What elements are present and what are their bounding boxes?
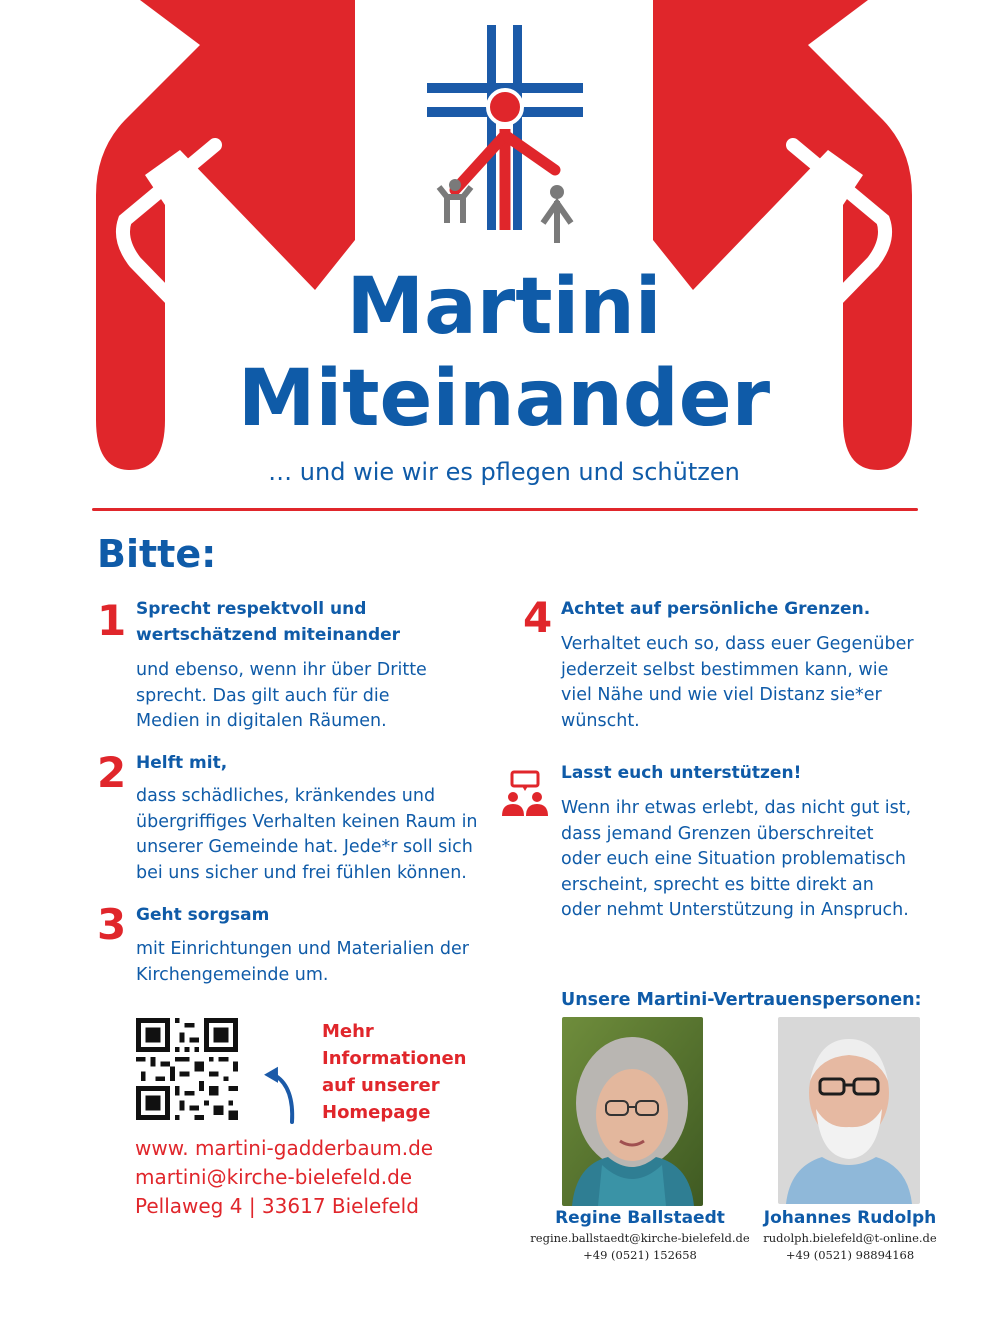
people-support-icon	[500, 770, 550, 818]
curved-arrow-icon	[262, 1062, 302, 1126]
email-link[interactable]: martini@kirche-bielefeld.de	[135, 1165, 413, 1189]
title-line2: Miteinander	[237, 354, 771, 444]
person-2-email[interactable]: rudolph.bielefeld@t-online.de	[763, 1231, 937, 1245]
person-2-phone: +49 (0521) 98894168	[785, 1248, 915, 1262]
rule-1-body: und ebenso, wenn ihr über Dritte sprecht. Das gilt auch für die Medien in digitalen Räumen.	[136, 660, 427, 731]
rule-2-body: dass schädliches, kränkendes und übergriffiges Verhalten keinen Raum in unserer Gemeinde hat. Jede*r soll sich bei uns sicher und frei fühlen können.	[136, 786, 478, 883]
more-info-text[interactable]: Mehr Informationen auf unserer Homepage	[322, 1021, 467, 1123]
person-2-name: Johannes Rudolph	[763, 1208, 937, 1228]
person-1-name: Regine Ballstaedt	[555, 1208, 725, 1228]
trust-persons-title: Unsere Martini-Vertrauenspersonen:	[561, 990, 922, 1010]
rule-2-number: 2	[97, 748, 127, 797]
rule-1-heading: Sprecht respektvoll und wertschätzend miteinander	[136, 599, 401, 645]
address: Pellaweg 4 | 33617 Bielefeld	[135, 1194, 419, 1218]
title-line1: Martini	[346, 262, 662, 352]
rule-3-heading: Geht sorgsam	[136, 905, 270, 925]
rule-3-number: 3	[97, 900, 127, 949]
rule-2-heading: Helft mit,	[136, 753, 228, 773]
support-body: Wenn ihr etwas erlebt, das nicht gut ist, dass jemand Grenzen überschreitet oder euch eine Situation problematisch erscheint, sprecht es bitte direkt an oder nehmt Unterstützung in Anspruch.	[561, 798, 912, 920]
subtitle: … und wie wir es pflegen und schützen	[268, 458, 740, 486]
person-photo-johannes	[778, 1017, 920, 1204]
rule-4-body: Verhaltet euch so, dass euer Gegenüber jederzeit selbst bestimmen kann, wie viel Nähe und wie viel Distanz sie*er wünscht.	[561, 634, 914, 731]
bitte-heading: Bitte:	[97, 532, 217, 576]
person-1-email[interactable]: regine.ballstaedt@kirche-bielefeld.de	[530, 1231, 750, 1245]
support-heading: Lasst euch unterstützen!	[561, 763, 802, 783]
rule-4-number: 4	[523, 593, 553, 642]
qr-code[interactable]	[136, 1018, 238, 1120]
person-photo-regine	[562, 1017, 703, 1206]
person-1-phone: +49 (0521) 152658	[583, 1248, 697, 1262]
divider	[92, 508, 918, 511]
rule-4-heading: Achtet auf persönliche Grenzen.	[561, 599, 871, 619]
website-link[interactable]: www. martini-gadderbaum.de	[135, 1136, 434, 1160]
rule-1-number: 1	[97, 596, 127, 645]
rule-3-body: mit Einrichtungen und Materialien der Kirchengemeinde um.	[136, 939, 469, 985]
church-cross-logo-icon	[425, 25, 585, 250]
